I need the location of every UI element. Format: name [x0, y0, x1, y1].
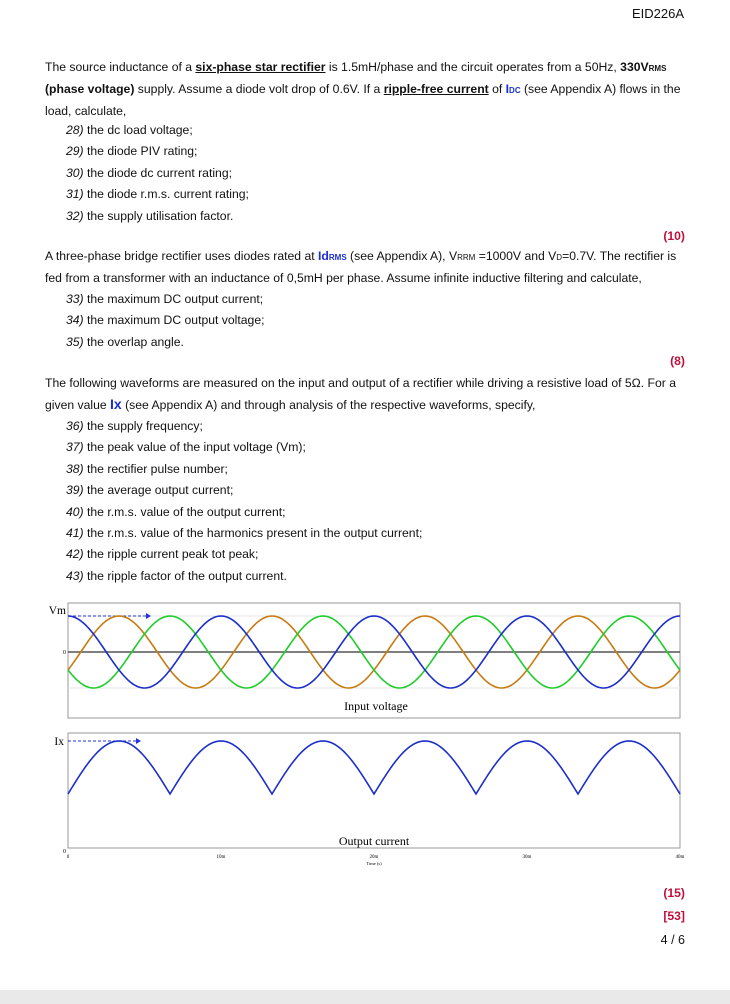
q3-item	[66, 459, 422, 480]
output-plot-frame	[68, 733, 680, 848]
item-text: the peak value of the input voltage (Vm);	[83, 440, 306, 455]
vm-label: Vm	[48, 605, 66, 617]
x-tick-20m: 20m	[369, 855, 379, 860]
question-1-list	[66, 120, 249, 227]
x-tick-30m: 30m	[522, 855, 532, 860]
six-phase-link: six-phase star rectifier	[195, 60, 326, 74]
item-number: 36)	[66, 419, 84, 433]
output-plot-title: Output current	[338, 834, 410, 848]
item-number: 33)	[66, 292, 84, 306]
item-number: 32)	[66, 208, 84, 223]
x-tick-40m: 40m	[675, 855, 685, 860]
item-text: the rectifier pulse number;	[83, 461, 228, 476]
grand-total-marks: [53]	[663, 909, 685, 923]
item-number: 31)	[66, 187, 84, 202]
item-text: the r.m.s. value of the output current;	[83, 504, 286, 519]
q3-item	[66, 437, 422, 458]
q3-item	[66, 544, 422, 565]
waveform-figure	[0, 595, 730, 895]
item-text: the average output current;	[83, 483, 234, 498]
q1-item	[66, 184, 249, 205]
q1-item	[66, 120, 249, 141]
item-text: the ripple current peak tot peak;	[83, 547, 259, 562]
item-number: 41)	[66, 526, 84, 541]
item-text: the diode r.m.s. current rating;	[83, 187, 249, 202]
q3-item	[66, 502, 422, 523]
page-code: EID226A	[632, 6, 685, 21]
item-text: the supply utilisation factor.	[83, 208, 234, 223]
item-text: the diode dc current rating;	[83, 165, 232, 180]
page-number: 4 / 6	[660, 933, 685, 947]
ripple-free-link: ripple-free current	[383, 82, 489, 96]
question-2-marks: (8)	[670, 354, 685, 368]
question-3-text: The following waveforms are measured on the input and output of a rectifier while driving a resistive load of 5Ω. For a given value Ix (see Appendix A) and through analysis of the respective waveforms, specify,	[45, 376, 676, 412]
output-zero-label: 0	[63, 849, 66, 855]
q1-item	[66, 163, 249, 184]
item-number: 35)	[66, 334, 84, 349]
question-3-marks: (15)	[663, 886, 685, 900]
footer-bar	[0, 990, 730, 1004]
x-tick-0: 0	[66, 855, 70, 860]
q1-item	[66, 206, 249, 227]
question-2-list	[66, 289, 265, 353]
question-1-text: The source inductance of a six-phase star rectifier is 1.5mH/phase and the circuit operates from a 50Hz, 330VRMS (phase voltage) supply. Assume a diode volt drop of 0.6V. If a ripple-free current of IDC (see Appendix A) flows in the load, calculate,	[45, 60, 681, 118]
ix-label: Ix	[54, 736, 64, 748]
input-plot-title: Input voltage	[344, 699, 408, 713]
x-tick-10m: 10m	[216, 855, 226, 860]
q1-item	[66, 141, 249, 162]
item-number: 43)	[66, 568, 84, 583]
item-number: 30)	[66, 165, 84, 180]
item-number: 38)	[66, 461, 84, 476]
item-text: the maximum DC output current;	[83, 292, 264, 306]
input-zero-label: 0	[63, 650, 66, 656]
item-text: the r.m.s. value of the harmonics present in the output current;	[83, 526, 423, 541]
item-number: 39)	[66, 483, 84, 498]
item-number: 34)	[66, 313, 84, 328]
q3-item	[66, 480, 422, 501]
x-axis-label: Time (s)	[366, 861, 382, 866]
q3-item	[66, 416, 422, 437]
item-number: 28)	[66, 123, 84, 137]
q2-item	[66, 310, 265, 331]
item-text: the supply frequency;	[83, 419, 203, 433]
item-text: the overlap angle.	[83, 334, 184, 349]
item-text: the maximum DC output voltage;	[83, 313, 265, 328]
item-text: the diode PIV rating;	[83, 144, 198, 159]
q3-item	[66, 523, 422, 544]
question-2-text: A three-phase bridge rectifier uses diodes rated at IdRMS (see Appendix A), VRRM =1000V and VD=0.7V. The rectifier is fed from a transformer with an inductance of 0,5mH per phase. Assume infinite inductive filtering and calculate,	[45, 249, 677, 285]
question-3-list	[66, 416, 422, 587]
item-text: the ripple factor of the output current.	[83, 568, 287, 583]
item-number: 37)	[66, 440, 84, 455]
q3-item	[66, 566, 422, 587]
item-number: 29)	[66, 144, 84, 159]
item-number: 42)	[66, 547, 84, 562]
question-1-marks: (10)	[663, 229, 685, 243]
q2-item	[66, 289, 265, 310]
q2-item	[66, 332, 265, 353]
item-text: the dc load voltage;	[83, 123, 193, 137]
item-number: 40)	[66, 504, 84, 519]
